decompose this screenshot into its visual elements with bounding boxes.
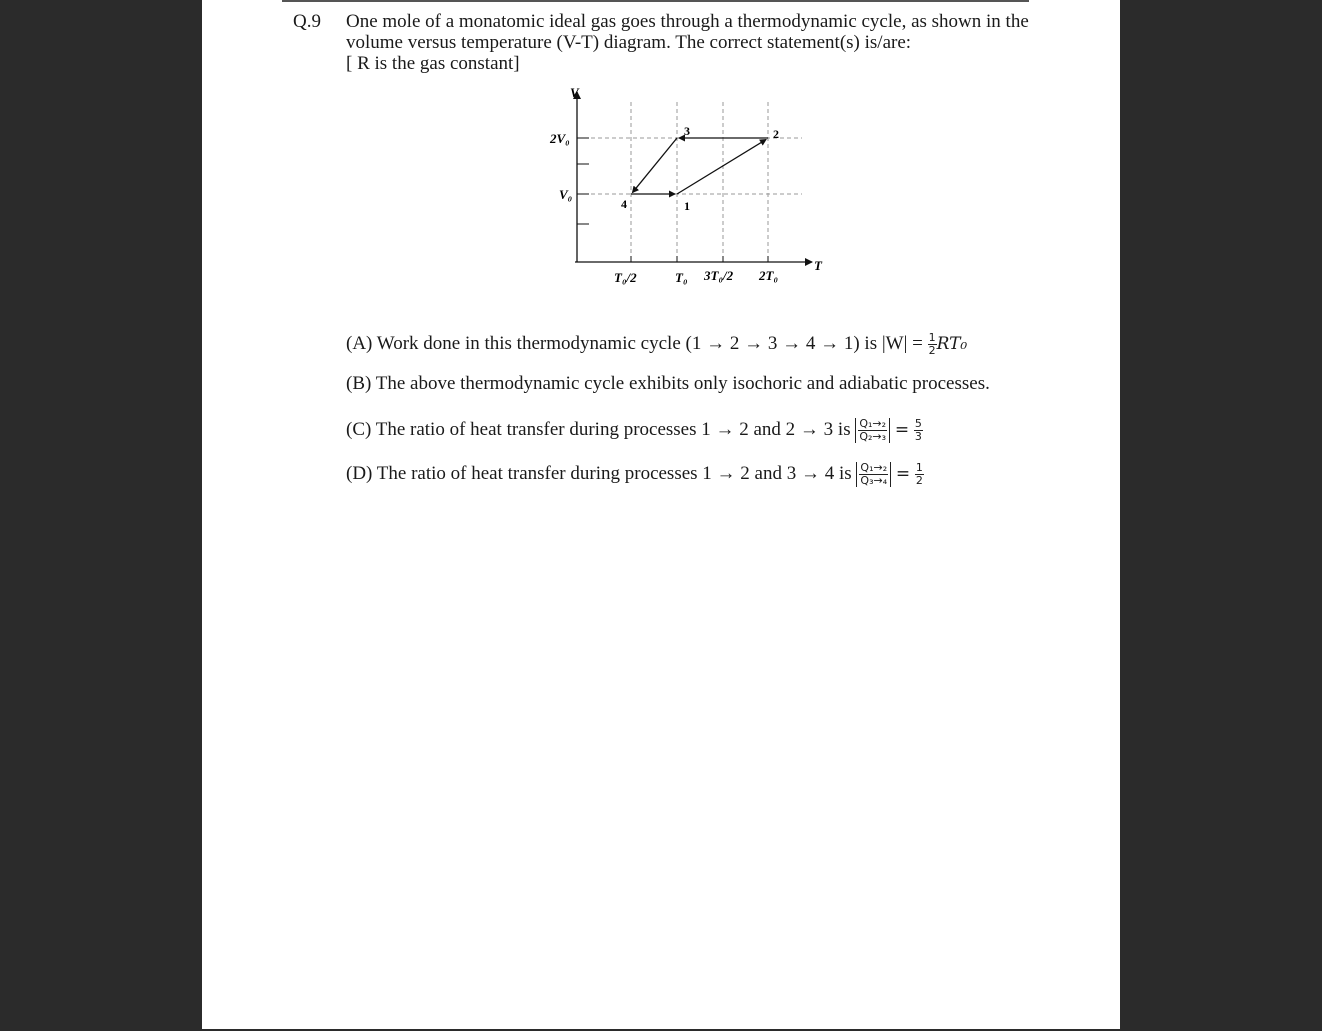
option-b-text: (B) The above thermodynamic cycle exhibits only isochoric and adiabatic processes. <box>346 373 990 394</box>
x-axis-label: T <box>814 258 822 273</box>
point-label-4: 4 <box>621 197 627 211</box>
top-rule <box>282 0 1029 2</box>
option-a-text: (A) Work done in this thermodynamic cycle (1 → 2 → 3 → 4 → 1) is |W| = <box>346 332 928 354</box>
option-d-text: (D) The ratio of heat transfer during processes 1 → 2 and 3 → 4 is <box>346 462 857 484</box>
process-1-2 <box>677 140 766 195</box>
vt-diagram <box>537 80 827 285</box>
option-a <box>346 332 967 357</box>
y-tick-v0: V₀ <box>559 187 573 202</box>
option-c-value: $\frac{5}{3}$ <box>914 417 922 443</box>
question-number: Q.9 <box>293 11 321 32</box>
x-tick-t0-half: T₀/2 <box>614 270 637 285</box>
option-c-text: (C) The ratio of heat transfer during processes 1 → 2 and 2 → 3 is <box>346 418 856 440</box>
point-label-2: 2 <box>773 127 779 141</box>
question-line-3: [ R is the gas constant] <box>346 53 520 74</box>
option-d: (D) The ratio of heat transfer during processes 1 → 2 and 3 → 4 is $\frac{\text{Q₁→₂}}{\text{Q₃→₄}}$ = $\frac{1}{2}$ <box>346 461 923 487</box>
question-line-2: volume versus temperature (V-T) diagram. The correct statement(s) is/are: <box>346 32 912 53</box>
document-page <box>202 0 1120 1029</box>
x-tick-2t0: 2T₀ <box>759 268 778 283</box>
point-label-1: 1 <box>684 199 690 213</box>
x-tick-3t0-half: 3T₀/2 <box>704 268 734 283</box>
option-d-value: $\frac{1}{2}$ <box>915 461 923 487</box>
option-b <box>346 373 990 395</box>
option-c-abs-ratio: $\frac{\text{Q₁→₂}}{\text{Q₂→₃}}$ <box>855 418 890 443</box>
point-label-3: 3 <box>684 124 690 138</box>
y-tick-2v0: 2V₀ <box>550 131 570 146</box>
question-text <box>346 11 1036 74</box>
option-d-abs-ratio: $\frac{\text{Q₁→₂}}{\text{Q₃→₄}}$ <box>856 462 891 487</box>
question-line-1: One mole of a monatomic ideal gas goes through a thermodynamic cycle, as shown in the <box>346 11 1029 32</box>
option-a-tail: RT₀ <box>936 333 968 354</box>
x-tick-t0: T₀ <box>675 270 688 285</box>
y-axis-label: V <box>570 85 579 100</box>
option-c: (C) The ratio of heat transfer during processes 1 → 2 and 2 → 3 is $\frac{\text{Q₁→₂}}{\text{Q₂→₃}}$ = $\frac{5}{3}$ <box>346 417 922 443</box>
process-3-4 <box>633 138 678 193</box>
option-a-fraction: $\frac{1}{2}$ <box>928 331 936 357</box>
